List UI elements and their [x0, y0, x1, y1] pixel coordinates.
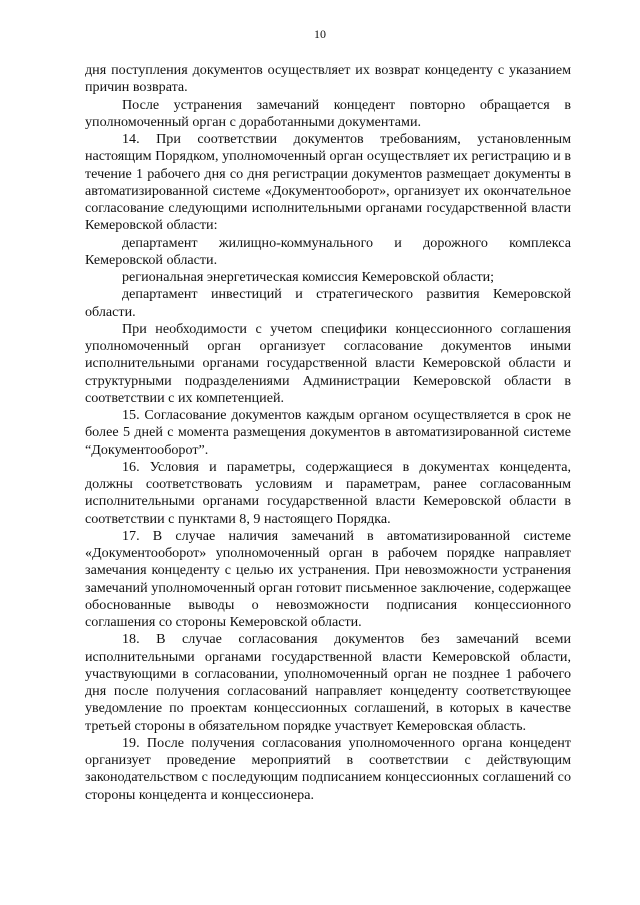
paragraph-16: 16. Условия и параметры, содержащиеся в документах концедента, должны соответствовать условиям и параметрам, ранее согласованным исполнительными органами государственной власти Кемеровской области в соответствии с пунктами 8, 9 настоящего Порядка. [85, 458, 571, 527]
paragraph-19: 19. После получения согласования уполномоченного органа концедент организует проведение мероприятий в соответствии с действующим законодательством с последующим подписанием концессионных соглашений со стороны концедента и концессионера. [85, 734, 571, 803]
paragraph-additional-approval: При необходимости с учетом специфики концессионного соглашения уполномоченный орган организует согласование документов иными исполнительными органами государственной власти Кемеровской области и структурными подразделениями Администрации Кемеровской области в соответствии с их компетенцией. [85, 320, 571, 406]
list-item-energy-commission: региональная энергетическая комиссия Кемеровской области; [122, 269, 495, 285]
paragraph-15: 15. Согласование документов каждым органом осуществляется в срок не более 5 дней с момента размещения документов в автоматизированной системе “Документооборот”. [85, 407, 571, 458]
list-item-housing-department: департамент жилищно-коммунального и дорожного комплекса Кемеровской области. [85, 234, 571, 268]
paragraph-return-continuation: дня поступления документов осуществляет их возврат концеденту с указанием причин возврата. [85, 62, 571, 96]
page-number: 10 [314, 27, 326, 41]
paragraph-resubmission: После устранения замечаний концедент повторно обращается в уполномоченный орган с доработанными документами. [85, 96, 571, 130]
document-body [85, 62, 571, 804]
paragraph-14: 14. При соответствии документов требованиям, установленным настоящим Порядком, уполномоченный орган осуществляет их регистрацию и в течение 1 рабочего дня со дня регистрации документов размещает документы в автоматизированной системе «Документооборот», организует их окончательное согласование следующими исполнительными органами государственной власти Кемеровской области: [85, 131, 571, 234]
paragraph-18: 18. В случае согласования документов без замечаний всеми исполнительными органами государственной власти Кемеровской области, участвующими в согласовании, уполномоченный орган не позднее 1 рабочего дня после получения согласований направляет концеденту соответствующее уведомление по проектам концессионных соглашений, в которых в качестве третьей стороны в обязательном порядке участвует Кемеровская область. [85, 631, 571, 734]
paragraph-17: 17. В случае наличия замечаний в автоматизированной системе «Документооборот» уполномоченный орган в рабочем порядке направляет замечания концеденту с целью их устранения. При невозможности устранения замечаний уполномоченный орган готовит письменное заключение, содержащее обоснованные выводы о невозможности подписания концессионного соглашения со стороны Кемеровской области. [85, 527, 571, 630]
list-item-investment-department: департамент инвестиций и стратегического развития Кемеровской области. [85, 286, 571, 320]
